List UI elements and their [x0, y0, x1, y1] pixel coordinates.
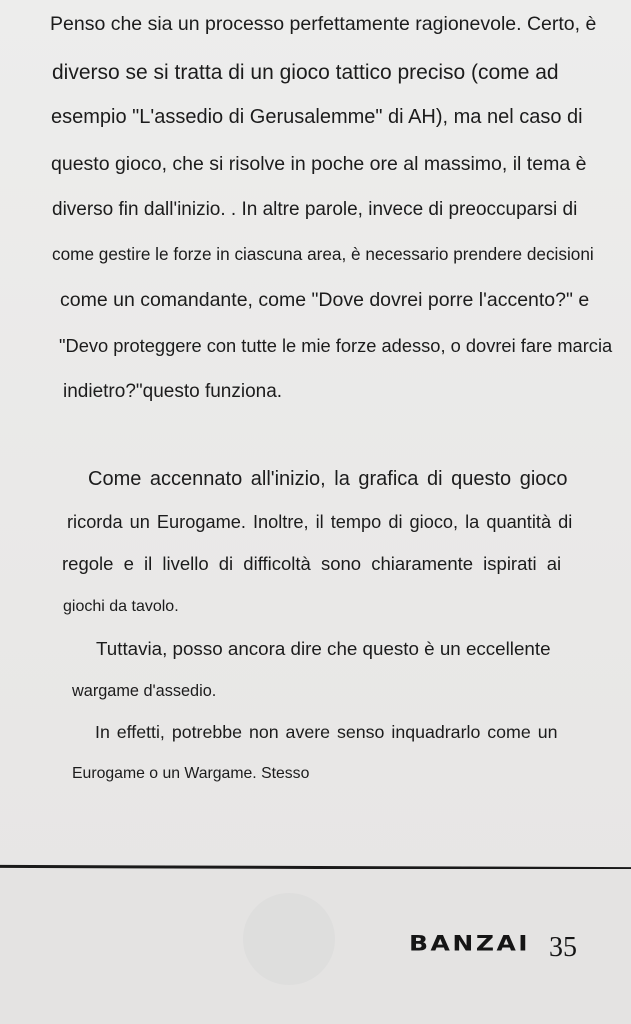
text-line: esempio "L'assedio di Gerusalemme" di AH), ma nel caso di — [51, 106, 583, 128]
text-line: ricorda un Eurogame. Inoltre, il tempo di gioco, la quantità di — [67, 512, 573, 532]
text-line: regole e il livello di difficoltà sono chiaramente ispirati ai — [62, 553, 562, 574]
text-line: come gestire le forze in ciascuna area, è necessario prendere decisioni — [52, 244, 594, 264]
text-line: diverso se si tratta di un gioco tattico preciso (come ad — [52, 61, 559, 84]
text-line: come un comandante, come "Dove dovrei porre l'accento?" e — [60, 289, 590, 311]
text-line: "Devo proteggere con tutte le mie forze adesso, o dovrei fare marcia — [59, 335, 613, 356]
text-line: questo gioco, che si risolve in poche ore al massimo, il tema è — [51, 153, 587, 175]
magazine-logo: BANZAI — [409, 931, 531, 956]
text-line: giochi da tavolo. — [63, 598, 179, 615]
text-line: Penso che sia un processo perfettamente ragionevole. Certo, è — [50, 13, 597, 35]
text-line: Eurogame o un Wargame. Stesso — [72, 765, 310, 782]
bleed-through-circle — [243, 893, 335, 985]
text-line: Tuttavia, posso ancora dire che questo è un eccellente — [96, 638, 551, 659]
text-line: Come accennato all'inizio, la grafica di questo gioco — [88, 468, 568, 490]
page-number: 35 — [549, 932, 577, 963]
text-line: diverso fin dall'inizio. . In altre parole, invece di preoccuparsi di — [52, 199, 578, 220]
text-line: wargame d'assedio. — [72, 682, 217, 700]
text-line: In effetti, potrebbe non avere senso inquadrarlo come un — [95, 722, 558, 742]
text-line: indietro?"questo funziona. — [63, 381, 283, 402]
